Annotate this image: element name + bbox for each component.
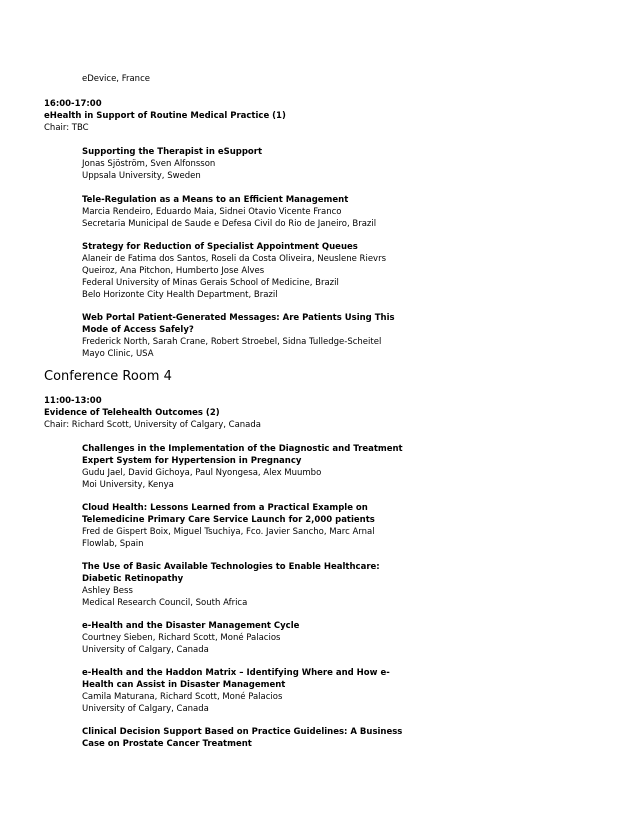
paper-affiliation: Uppsala University, Sweden bbox=[82, 171, 201, 181]
affiliation-line: eDevice, France bbox=[82, 74, 150, 84]
paper-title: Diabetic Retinopathy bbox=[82, 574, 184, 584]
paper-title: Supporting the Therapist in eSupport bbox=[82, 147, 263, 157]
paper-authors: Alaneir de Fatima dos Santos, Roseli da Costa Oliveira, Neuslene Rievrs bbox=[82, 254, 386, 264]
paper-affiliation: University of Calgary, Canada bbox=[82, 645, 209, 655]
room-heading: Conference Room 4 bbox=[44, 369, 172, 384]
session-chair: Chair: Richard Scott, University of Calgary, Canada bbox=[44, 420, 261, 430]
paper-authors: Frederick North, Sarah Crane, Robert Stroebel, Sidna Tulledge-Scheitel bbox=[82, 337, 382, 347]
paper-title: Health can Assist in Disaster Management bbox=[82, 680, 286, 690]
paper-affiliation: Secretaria Municipal de Saude e Defesa Civil do Rio de Janeiro, Brazil bbox=[82, 219, 377, 229]
paper-affiliation: Federal University of Minas Gerais School of Medicine, Brazil bbox=[82, 278, 339, 288]
paper-title: Cloud Health: Lessons Learned from a Practical Example on bbox=[82, 503, 368, 513]
paper-title: Challenges in the Implementation of the Diagnostic and Treatment bbox=[82, 444, 403, 454]
paper-title: e-Health and the Disaster Management Cycle bbox=[82, 621, 300, 631]
paper-affiliation: University of Calgary, Canada bbox=[82, 704, 209, 714]
paper-title: Expert System for Hypertension in Pregnancy bbox=[82, 456, 302, 466]
paper-title: Strategy for Reduction of Specialist Appointment Queues bbox=[82, 242, 358, 252]
paper-title: e-Health and the Haddon Matrix – Identifying Where and How e- bbox=[82, 668, 390, 678]
paper-title: Mode of Access Safely? bbox=[82, 325, 194, 335]
paper-affiliation: Mayo Clinic, USA bbox=[82, 349, 154, 359]
paper-title: The Use of Basic Available Technologies to Enable Healthcare: bbox=[82, 562, 380, 572]
paper-title: Telemedicine Primary Care Service Launch for 2,000 patients bbox=[82, 515, 375, 525]
paper-authors: Marcia Rendeiro, Eduardo Maia, Sidnei Otavio Vicente Franco bbox=[82, 207, 342, 217]
paper-title: Clinical Decision Support Based on Practice Guidelines: A Business bbox=[82, 727, 403, 737]
session-time: 16:00-17:00 bbox=[44, 99, 102, 109]
paper-affiliation: Moi University, Kenya bbox=[82, 480, 174, 490]
paper-authors: Jonas Sjöström, Sven Alfonsson bbox=[82, 159, 216, 169]
paper-authors: Gudu Jael, David Gichoya, Paul Nyongesa, Alex Muumbo bbox=[82, 468, 322, 478]
session-chair: Chair: TBC bbox=[44, 123, 89, 133]
paper-authors: Ashley Bess bbox=[82, 586, 133, 596]
paper-authors: Courtney Sieben, Richard Scott, Moné Palacios bbox=[82, 633, 281, 643]
paper-title: Web Portal Patient-Generated Messages: Are Patients Using This bbox=[82, 313, 395, 323]
paper-title: Case on Prostate Cancer Treatment bbox=[82, 739, 252, 749]
paper-affiliation: Belo Horizonte City Health Department, Brazil bbox=[82, 290, 278, 300]
paper-authors: Camila Maturana, Richard Scott, Moné Palacios bbox=[82, 692, 283, 702]
session-title: eHealth in Support of Routine Medical Practice (1) bbox=[44, 111, 286, 121]
paper-affiliation: Flowlab, Spain bbox=[82, 539, 144, 549]
paper-title: Tele-Regulation as a Means to an Efficient Management bbox=[82, 195, 349, 205]
paper-authors: Fred de Gispert Boix, Miguel Tsuchiya, Fco. Javier Sancho, Marc Arnal bbox=[82, 527, 375, 537]
paper-authors: Queiroz, Ana Pitchon, Humberto Jose Alves bbox=[82, 266, 265, 276]
session-time: 11:00-13:00 bbox=[44, 396, 102, 406]
paper-affiliation: Medical Research Council, South Africa bbox=[82, 598, 248, 608]
session-title: Evidence of Telehealth Outcomes (2) bbox=[44, 408, 220, 418]
